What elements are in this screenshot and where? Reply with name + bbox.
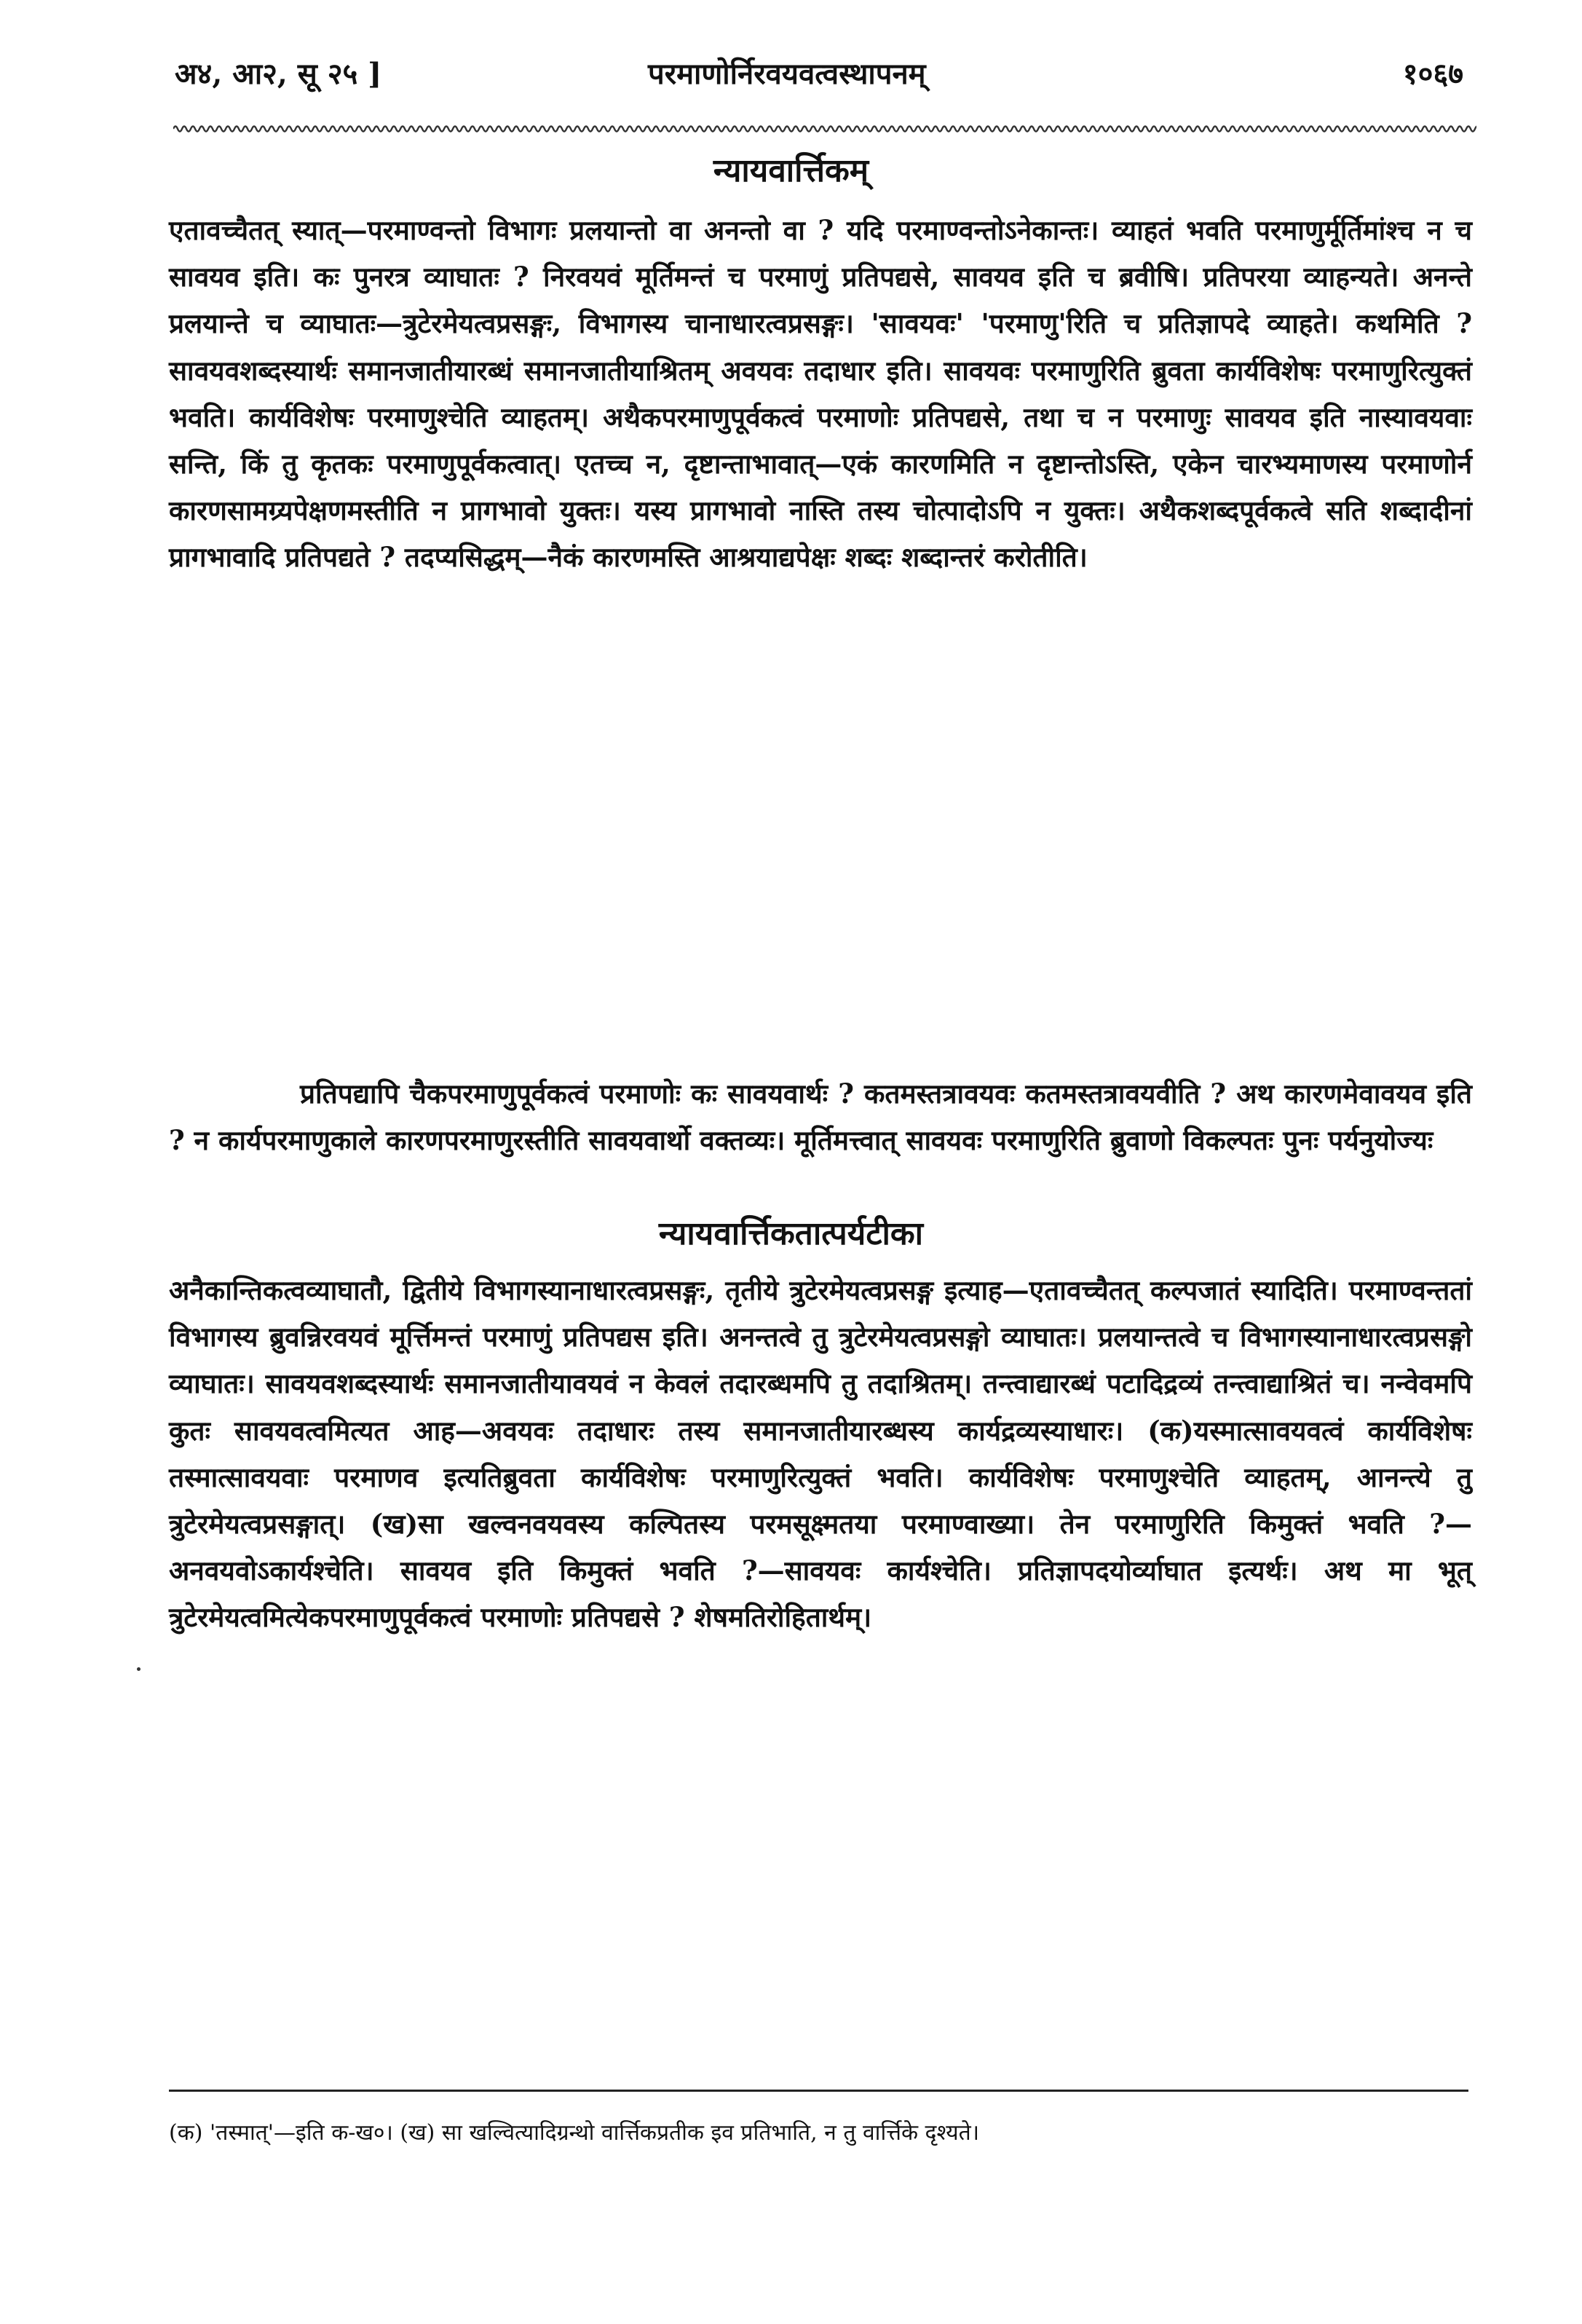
nyayavarttika-paragraph-1: एतावच्चैतत् स्यात्—परमाण्वन्तो विभागः प्रलयान्तो वा अनन्तो वा ? यदि परमाण्वन्तोऽनेकान्तः। व्याहतं भवति परमाणुर्मूर्तिमांश्च न च सावयव इति। कः पुनरत्र व्याघातः ? निरवयवं मूर्तिमन्तं च परमाणुं प्रतिपद्यसे, सावयव इति च ब्रवीषि। प्रतिपरया व्याहन्यते। अनन्ते प्रलयान्ते च व्याघातः—त्रुटेरमेयत्वप्रसङ्गः, विभागस्य चानाधारत्वप्रसङ्गः। 'सावयवः' 'परमाणु'रिति च प्रतिज्ञापदे व्याहते। कथमिति ? सावयवशब्दस्यार्थः समानजातीयारब्धं समानजातीयाश्रितम् अवयवः तदाधार इति। सावयवः परमाणुरिति ब्रुवता कार्यविशेषः परमाणुरित्युक्तं भवति। कार्यविशेषः परमाणुश्चेति व्याहतम्। अथैकपरमाणुपूर्वकत्वं परमाणोः प्रतिपद्यसे, तथा च न परमाणुः सावयव इति नास्यावयवाः सन्ति, किं तु कृतकः परमाणुपूर्वकत्वात्। एतच्च न, दृष्टान्ताभावात्—एकं कारणमिति न दृष्टान्तोऽस्ति, एकेन चारभ्यमाणस्य परमाणोर्न कारणसामग्र्यपेक्षणमस्तीति न प्रागभावो युक्तः। यस्य प्रागभावो नास्ति तस्य चोत्पादोऽपि न युक्तः। अथैकशब्दपूर्वकत्वे सति शब्दादीनां प्रागभावादि प्रतिपद्यते ? तदप्यसिद्धम्—नैकं कारणमस्ति आश्रयाद्यपेक्षः शब्दः शब्दान्तरं करोतीति।	[169, 214, 1472, 574]
section-heading-tatparyatika: न्यायवार्त्तिकतात्पर्यटीका	[658, 1215, 924, 1252]
wavy-divider	[173, 122, 1476, 135]
running-title: परमाणोर्निरवयवत्वस्थापनम्	[648, 57, 926, 91]
section-heading-nyayavarttika: न्यायवार्त्तिकम्	[713, 152, 869, 189]
page-number: १०६७	[1402, 57, 1463, 91]
margin-mark	[137, 1667, 141, 1671]
running-header	[175, 45, 1463, 103]
chapter-reference: अ४, आ२, सू २५ ]	[175, 57, 382, 91]
tatparyatika-paragraph: अनैकान्तिकत्वव्याघातौ, द्वितीये विभागस्यानाधारत्वप्रसङ्गः, तृतीये त्रुटेरमेयत्वप्रसङ्ग इत्याह—एतावच्चैतत् कल्पजातं स्यादिति। परमाण्वन्ततां विभागस्य ब्रुवन्निरवयवं मूर्त्तिमन्तं परमाणुं प्रतिपद्यस इति। अनन्तत्वे तु त्रुटेरमेयत्वप्रसङ्गो व्याघातः। प्रलयान्तत्वे च विभागस्यानाधारत्वप्रसङ्गो व्याघातः। सावयवशब्दस्यार्थः समानजातीयावयवं न केवलं तदारब्धमपि तु तदाश्रितम्। तन्त्वाद्यारब्धं पटादिद्रव्यं तन्त्वाद्याश्रितं च। नन्वेवमपि कुतः सावयवत्वमित्यत आह—अवयवः तदाधारः तस्य समानजातीयारब्धस्य कार्यद्रव्यस्याधारः। (क)यस्मात्सावयवत्वं कार्यविशेषः तस्मात्सावयवाः परमाणव इत्यतिब्रुवता कार्यविशेषः परमाणुरित्युक्तं भवति। कार्यविशेषः परमाणुश्चेति व्याहतम्, आनन्त्ये तु त्रुटेरमेयत्वप्रसङ्गात्। (ख)सा खल्वनवयवस्य कल्पितस्य परमसूक्ष्मतया परमाण्वाख्या। तेन परमाणुरिति किमुक्तं भवति ?—अनवयवोऽकार्यश्चेति। सावयव इति किमुक्तं भवति ?—सावयवः कार्यश्चेति। प्रतिज्ञापदयोर्व्याघात इत्यर्थः। अथ मा भूत् त्रुटेरमेयत्वमित्येकपरमाणुपूर्वकत्वं परमाणोः प्रतिपद्यसे ? शेषमतिरोहितार्थम्।	[169, 1274, 1472, 1634]
footnote: (क) 'तस्मात्'—इति क-ख०। (ख) सा खल्वित्यादिग्रन्थो वार्त्तिकप्रतीक इव प्रतिभाति, न तु वार्त्तिके दृश्यते।	[169, 2120, 980, 2146]
footnote-rule	[169, 2090, 1468, 2092]
nyayavarttika-paragraph-2: प्रतिपद्यापि चैकपरमाणुपूर्वकत्वं परमाणोः कः सावयवार्थः ? कतमस्तत्रावयवः कतमस्तत्रावयवीति ? अथ कारणमेवावयव इति ? न कार्यपरमाणुकाले कारणपरमाणुरस्तीति सावयवार्थो वक्तव्यः। मूर्तिमत्त्वात् सावयवः परमाणुरिति ब्रुवाणो विकल्पतः पुनः पर्यनुयोज्यः	[169, 1078, 1472, 1157]
